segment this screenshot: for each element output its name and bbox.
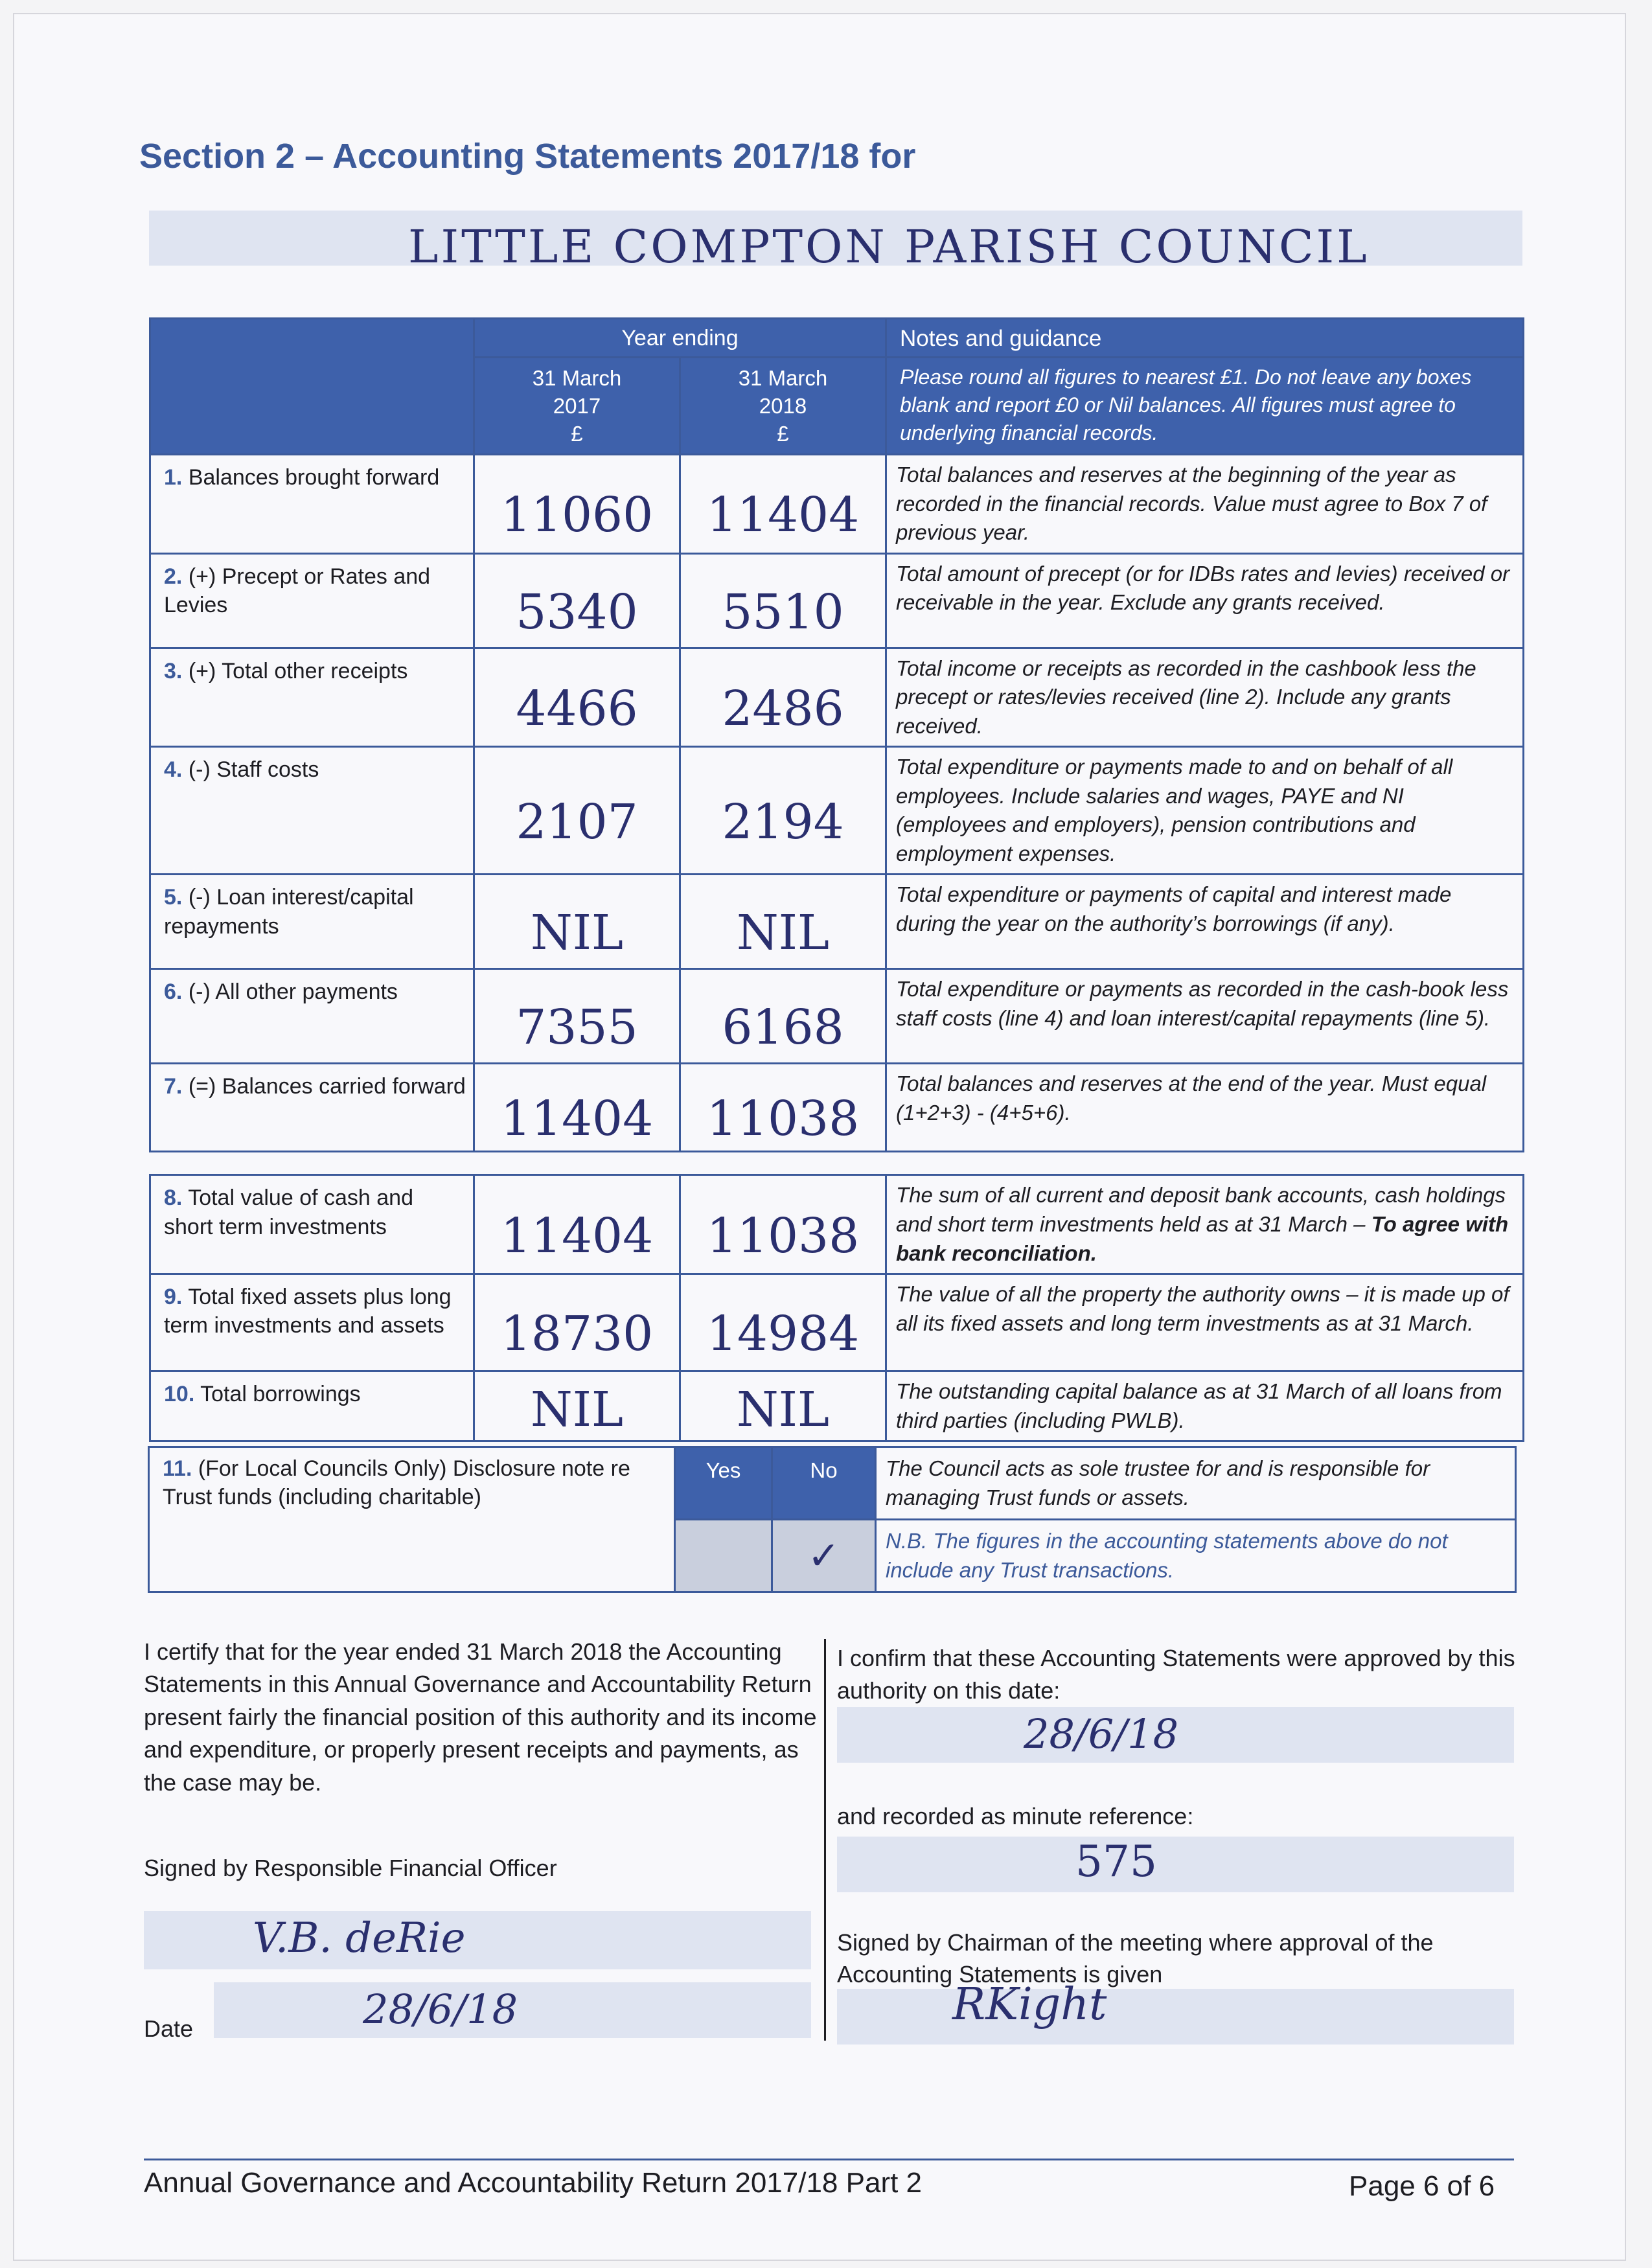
row-note: Total income or receipts as recorded in the cashbook less the precept or rates/levies received (line 2). Include any grants received. — [886, 648, 1524, 747]
value-2018: NIL — [680, 875, 886, 969]
table-row — [150, 1274, 1524, 1371]
row-note: Total amount of precept (or for IDBs rates and levies) received or receivable in the year. Exclude any grants received. — [886, 553, 1524, 648]
value-2018: 6168 — [680, 969, 886, 1064]
value-2017: 18730 — [474, 1274, 680, 1371]
yes-header: Yes — [675, 1447, 772, 1520]
yes-checkbox[interactable] — [675, 1520, 772, 1592]
minute-label: and recorded as minute reference: — [837, 1803, 1194, 1829]
row-label: 2. (+) Precept or Rates and Levies — [150, 553, 474, 648]
value-2017: 11404 — [474, 1175, 680, 1274]
value-2017: 2107 — [474, 747, 680, 875]
table-row — [150, 875, 1524, 969]
row-label: 1. Balances brought forward — [150, 455, 474, 554]
row-label: 3. (+) Total other receipts — [150, 648, 474, 747]
page-number: Page 6 of 6 — [1349, 2170, 1495, 2202]
trust-label: 11. (For Local Councils Only) Disclosure note re Trust funds (including charitable) — [149, 1447, 675, 1592]
col-2018-header: 31 March 2018 £ — [680, 358, 886, 455]
table-row — [150, 1064, 1524, 1152]
footer-title: Annual Governance and Accountability Return 2017/18 Part 2 — [144, 2167, 923, 2199]
authority-name: LITTLE COMPTON PARISH COUNCIL — [408, 220, 1370, 273]
rfo-date: 28/6/18 — [363, 1986, 518, 2033]
trust-note: The Council acts as sole trustee for and is responsible for managing Trust funds or assets. — [876, 1447, 1516, 1520]
chair-signature: RKight — [952, 1979, 1107, 2030]
value-2018: NIL — [680, 1371, 886, 1441]
value-2017: 5340 — [474, 553, 680, 648]
row-note: Total expenditure or payments made to and on behalf of all employees. Include salaries and wages, PAYE and NI (employees and employers), pension contributions and employment expenses. — [886, 747, 1524, 875]
row-label: 8. Total value of cash and short term investments — [150, 1175, 474, 1274]
trust-nb-note: N.B. The figures in the accounting statements above do not include any Trust transactions. — [876, 1520, 1516, 1592]
approval-date: 28/6/18 — [1024, 1710, 1179, 1758]
value-2018: 14984 — [680, 1274, 886, 1371]
tick-icon: ✓ — [807, 1533, 840, 1577]
row-note: Total expenditure or payments as recorded in the cash-book less staff costs (line 4) and loan interest/capital repayments (line 5). — [886, 969, 1524, 1064]
row-label: 6. (-) All other payments — [150, 969, 474, 1064]
approval-confirmation-text: I confirm that these Accounting Statements were approved by this authority on this date: — [837, 1645, 1515, 1704]
value-2017: 4466 — [474, 648, 680, 747]
row-label: 4. (-) Staff costs — [150, 747, 474, 875]
table-row — [150, 1371, 1524, 1441]
year-ending-header: Year ending — [474, 319, 886, 358]
rfo-signed-label: Signed by Responsible Financial Officer — [144, 1855, 557, 1881]
value-2018: 11404 — [680, 455, 886, 554]
table-row — [150, 553, 1524, 648]
column-divider — [824, 1639, 826, 2041]
row-label: 5. (-) Loan interest/capital repayments — [150, 875, 474, 969]
value-2018: 2486 — [680, 648, 886, 747]
row-note: The value of all the property the authority owns – it is made up of all its fixed assets and long term investments as at 31 March. — [886, 1274, 1524, 1371]
value-2017: 11060 — [474, 455, 680, 554]
row-note: Total expenditure or payments of capital and interest made during the year on the authority’s borrowings (if any). — [886, 875, 1524, 969]
rfo-signature-box[interactable] — [144, 1911, 811, 1969]
row-note: Total balances and reserves at the end of the year. Must equal (1+2+3) - (4+5+6). — [886, 1064, 1524, 1152]
no-header: No — [772, 1447, 876, 1520]
section-title: Section 2 – Accounting Statements 2017/18 for — [139, 137, 916, 176]
header-blank-cell — [150, 319, 474, 455]
table-row — [150, 455, 1524, 554]
row-note: The outstanding capital balance as at 31 March of all loans from third parties (including PWLB). — [886, 1371, 1524, 1441]
row-label: 9. Total fixed assets plus long term investments and assets — [150, 1274, 474, 1371]
value-2018: 5510 — [680, 553, 886, 648]
value-2017: 7355 — [474, 969, 680, 1064]
trust-funds-table — [148, 1446, 1517, 1593]
table-row — [150, 1175, 1524, 1274]
value-2017: 11404 — [474, 1064, 680, 1152]
value-2018: 2194 — [680, 747, 886, 875]
guidance-text: Please round all figures to nearest £1. Do not leave any boxes blank and report £0 or Nil balances. All figures must agree to underlying financial records. — [886, 358, 1524, 455]
rfo-signature: V.B. deRie — [253, 1914, 466, 1962]
table-row — [150, 969, 1524, 1064]
chair-signature-box[interactable] — [837, 1989, 1514, 2045]
table-row — [150, 648, 1524, 747]
rfo-certification-text: I certify that for the year ended 31 March 2018 the Accounting Statements in this Annual Governance and Accountability Return present fairly the financial position of this authority and its income and expenditure, or properly present receipts and payments, as the case may be. — [144, 1638, 817, 1796]
row-label: 7. (=) Balances carried forward — [150, 1064, 474, 1152]
table-gap — [150, 1152, 1524, 1175]
value-2018: 11038 — [680, 1175, 886, 1274]
accounting-statements-table — [149, 317, 1524, 1442]
value-2017: NIL — [474, 875, 680, 969]
table-row — [150, 747, 1524, 875]
notes-guidance-header: Notes and guidance — [886, 319, 1524, 358]
value-2017: NIL — [474, 1371, 680, 1441]
footer-rule — [144, 2159, 1514, 2160]
date-label: Date — [144, 2015, 194, 2042]
chair-signed-label: Signed by Chairman of the meeting where approval of the Accounting Statements is given — [837, 1929, 1434, 1987]
row-label: 10. Total borrowings — [150, 1371, 474, 1441]
minute-reference: 575 — [1075, 1837, 1157, 1886]
value-2018: 11038 — [680, 1064, 886, 1152]
no-checkbox[interactable] — [772, 1520, 876, 1592]
row-note: Total balances and reserves at the beginning of the year as recorded in the financial records. Value must agree to Box 7 of previous year. — [886, 455, 1524, 554]
col-2017-header: 31 March 2017 £ — [474, 358, 680, 455]
minute-reference-box[interactable] — [837, 1837, 1514, 1892]
row-note: The sum of all current and deposit bank accounts, cash holdings and short term investments held as at 31 March – To agree with bank reconciliation. — [886, 1175, 1524, 1274]
